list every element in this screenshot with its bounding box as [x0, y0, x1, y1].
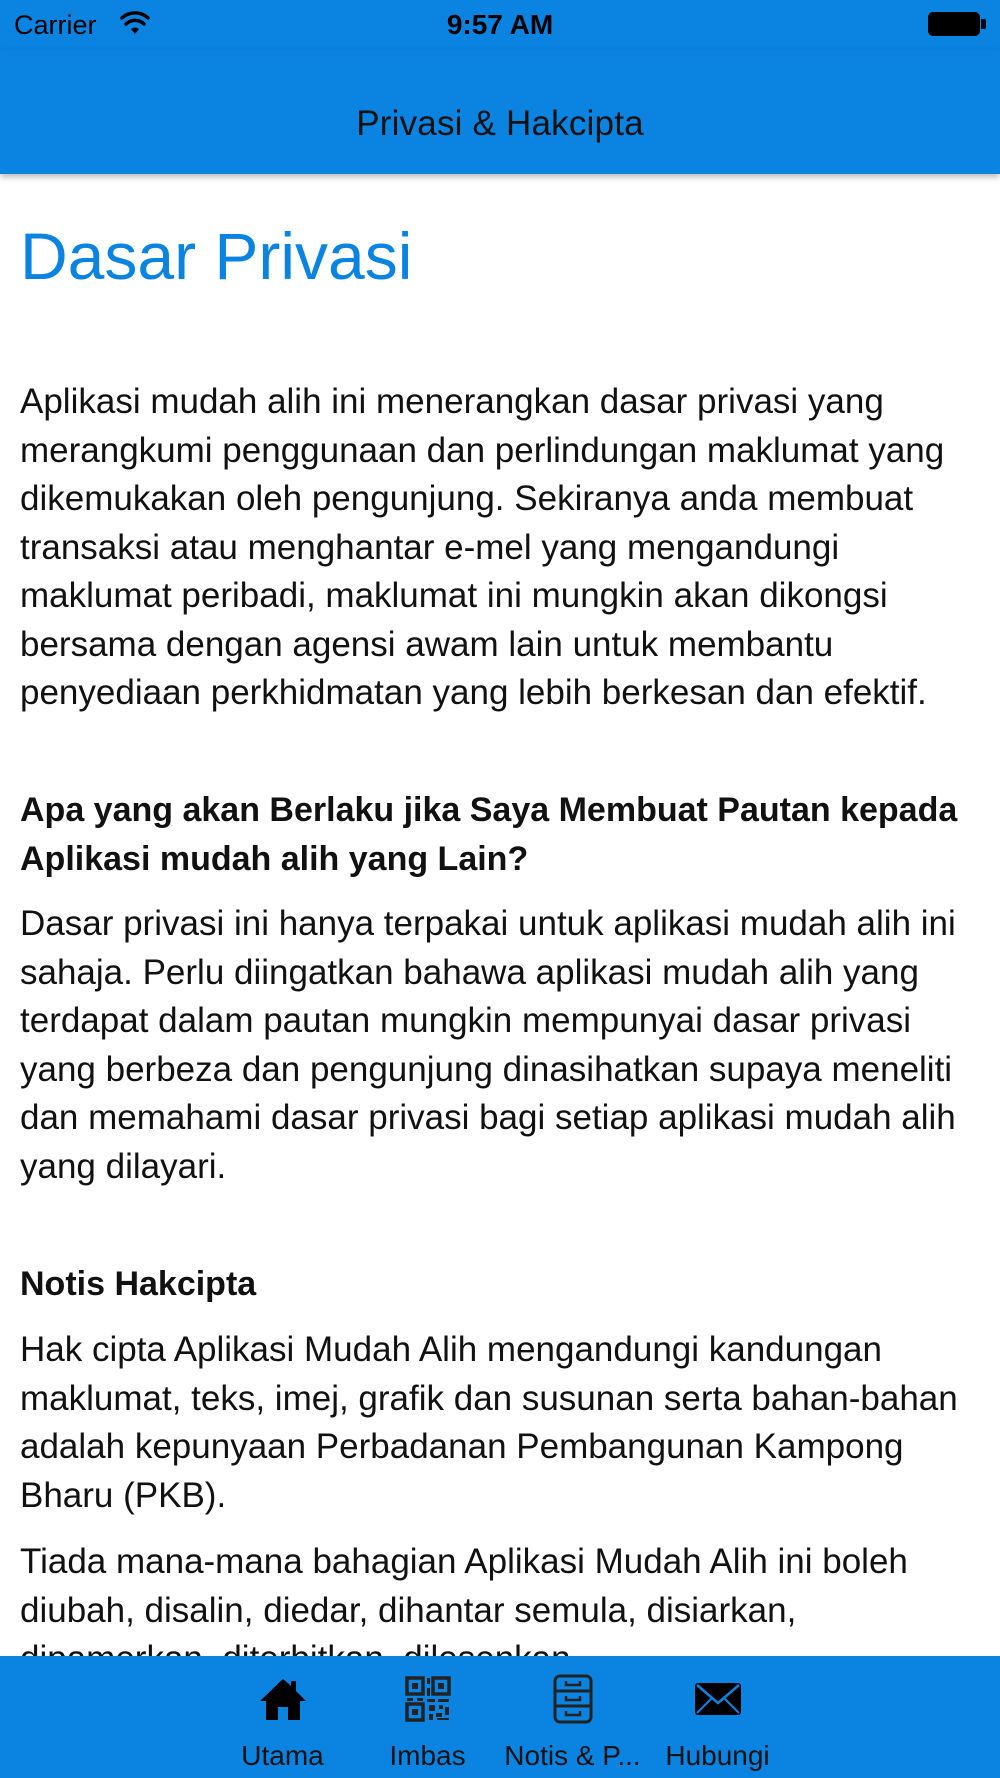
navigation-bar — [0, 50, 1000, 174]
cabinet-icon — [548, 1674, 598, 1724]
tab-notis[interactable] — [500, 1656, 645, 1778]
restriction-paragraph: Tiada mana-mana bahagian Aplikasi Mudah Alih ini boleh diubah, disalin, diedar, dihantar semula, disiarkan, — [20, 1542, 908, 1630]
qr-code-icon — [403, 1674, 453, 1724]
status-time: 9:57 AM — [446, 9, 554, 40]
copyright-subheading: Notis Hakcipta — [20, 1265, 257, 1303]
tab-label: Notis & P... — [504, 1740, 641, 1771]
nav-title: Privasi & Hakcipta — [356, 104, 644, 143]
privacy-paragraph: Aplikasi mudah alih ini menerangkan dasar privasi yang merangkumi penggunaan dan perlindungan maklumat yang dikemukakan oleh pengunjung. Sekiranya anda membuat transaksi atau menghantar e-mel yang mengandungi maklumat peribadi, maklumat ini mungkin akan dikongsi bersama dengan agensi awam lain untuk membantu penyediaan perkhidmatan yang lebih berkesan dan efektif. — [20, 382, 945, 712]
tab-utama[interactable] — [210, 1656, 355, 1778]
battery-icon — [928, 12, 986, 36]
tab-label: Utama — [241, 1740, 324, 1771]
carrier-label: Carrier — [14, 10, 97, 40]
tab-label: Hubungi — [665, 1740, 770, 1771]
copyright-paragraph: Hak cipta Aplikasi Mudah Alih mengandungi kandungan maklumat, teks, imej, grafik dan susunan serta bahan-bahan adalah kepunyaan Perbadanan Pembangunan Kampong Bharu (PKB). — [20, 1330, 958, 1515]
envelope-icon — [693, 1674, 743, 1724]
links-subheading: Apa yang akan Berlaku jika Saya Membuat Pautan kepada Aplikasi mudah alih yang Lain? — [20, 791, 958, 878]
home-icon — [258, 1674, 308, 1724]
content-scroll-area[interactable] — [0, 174, 1000, 1656]
status-bar — [0, 0, 1000, 50]
tab-bar — [0, 1656, 1000, 1778]
page-heading: Dasar Privasi — [20, 219, 413, 293]
tab-imbas[interactable] — [355, 1656, 500, 1778]
tab-label: Imbas — [389, 1740, 466, 1771]
links-paragraph: Dasar privasi ini hanya terpakai untuk aplikasi mudah alih ini sahaja. Perlu diingatkan bahawa aplikasi mudah alih yang terdapat dalam pautan mungkin mempunyai dasar privasi yang berbeza dan pengunjung dinasihatkan supaya meneliti dan memahami dasar privasi bagi setiap aplikasi mudah alih yang dilayari. — [20, 904, 956, 1186]
tab-hubungi[interactable] — [645, 1656, 790, 1778]
